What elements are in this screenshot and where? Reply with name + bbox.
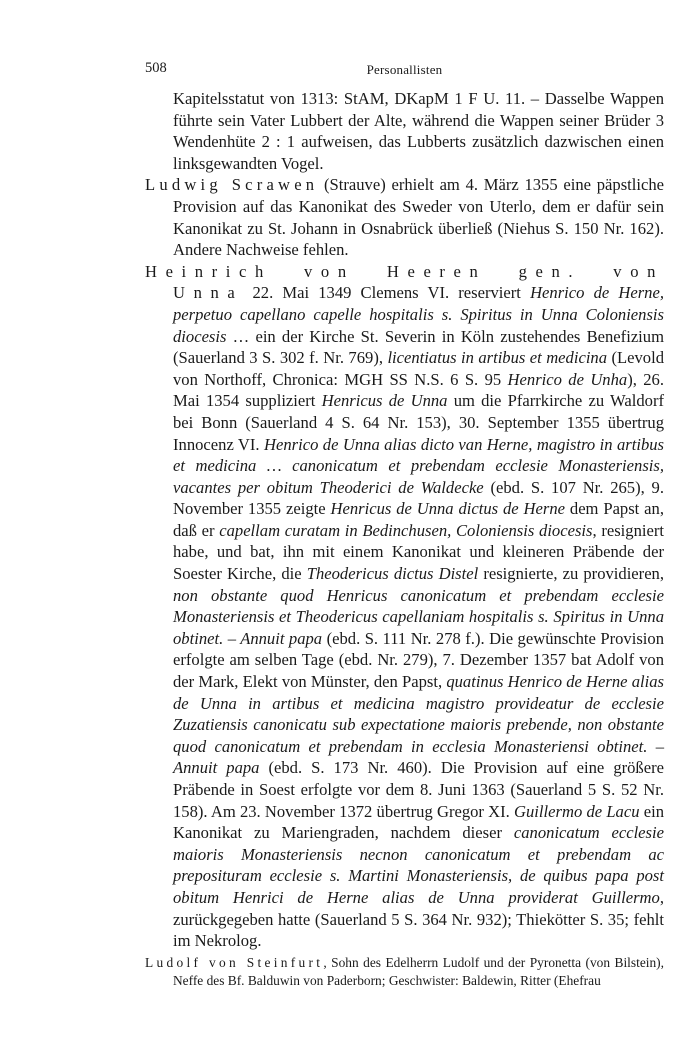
latin-quote: Henrico de Herne, perpetuo capellano capelle hospitalis s. Spiritus in Unna Coloniensis diocesis <box>173 283 664 346</box>
text-run: (Levold von Northoff, Chronica: MGH SS N.S. 6 S. 95 <box>173 348 664 389</box>
page-header <box>145 60 664 82</box>
latin-quote: Henricus de Unna dictus de Herne <box>330 499 566 519</box>
latin-quote: Theodericus dictus Distel <box>306 564 479 584</box>
latin-quote: non obstante quod Henricus canonicatum et prebendam ecclesie Monasteriensis et Theodericus capellaniam hospitalis s. Spiritus in Unna obtinet. – Annuit papa <box>173 585 664 648</box>
text-run: , Sohn des Edelherrn Ludolf und der Pyronetta (von Bilstein), Neffe des Bf. Balduwin von Paderborn; Geschwister: Baldewin, Ritter (Ehefrau <box>173 954 664 988</box>
entry-ludolf-von-steinfurt <box>145 954 664 990</box>
text-run: 22. Mai 1349 Clemens VI. reserviert <box>243 283 531 303</box>
latin-quote: quatinus Henrico de Herne alias de Unna in artibus et medicina magistro provideatur de ecclesie Zuzatiensis canonicatu sub expectatione maioris prebende, non obstante quod canonicatum et prebendam in ecclesia Monasteriensi obtinet. – Annuit papa <box>173 672 664 778</box>
latin-quote: canonicatum ecclesie maioris Monasteriensis necnon canonicatum et prebendam ac preposituram ecclesie s. Martini Monasteriensis, de quibus papa post obitum Henrici de Herne alias de Unna providerat Guillermo <box>173 823 664 907</box>
person-name: Ludolf von Steinfurt <box>145 954 324 970</box>
page-number: 508 <box>145 60 167 76</box>
text-run: , resigniert habe, und bat, ihn mit einem Kanonikat und kleineren Präbende der Soester Kirche, die <box>173 520 664 584</box>
person-name: Ludwig Scrawen <box>145 175 319 195</box>
text-run: (ebd. S. 173 Nr. 460). Die Provision auf eine größere Präbende in Soest erfolgte vor dem 8. Juni 1363 (Sauerland 5 S. 52 Nr. 158). Am 23. November 1372 übertrug Gregor XI. <box>173 758 664 821</box>
person-name: Heinrich von Heeren gen. von Unna <box>145 261 664 303</box>
text-run: (ebd. S. 107 Nr. 265), 9. November 1355 zeigte <box>173 477 665 519</box>
text-run: (ebd. S. 111 Nr. 278 f.). Die gewünschte Provision erfolgte am selben Tage (ebd. Nr. 279), 7. Dezember 1357 bat Adolf von der Mark, Elekt von Münster, den Papst, <box>173 628 664 692</box>
latin-quote: Henricus de Unna <box>321 391 448 411</box>
latin-quote: Henrico de Unna alias dicto van Herne, magistro in artibus et medicina … canonicatum et prebendam ecclesie Monasteriensis, vacantes per obitum Theoderici de Waldecke <box>173 434 664 497</box>
text-run: um die Pfarrkirche zu Waldorf bei Bonn (Sauerland 4 S. 64 Nr. 153), 30. September 1355 übertrug Innocenz VI. <box>173 391 665 454</box>
text-body <box>145 88 664 1003</box>
latin-quote: Guillermo de Lacu <box>514 801 640 821</box>
latin-quote: Henrico de Unha <box>507 369 628 389</box>
text-run: … ein der Kirche St. Severin in Köln zustehendes Benefizium (Sauerland 3 S. 302 f. Nr. 769), <box>173 326 664 368</box>
entry-heinrich-von-heeren <box>145 261 664 952</box>
text-run: (Strauve) erhielt am 4. März 1355 eine päpstliche Provision auf das Kanonikat des Sweder von Uterlo, dem er dafür sein Kanonikat zu St. Johann in Osnabrück überließ (Niehus S. 150 Nr. 162). Andere Nachweise fehlen. <box>173 175 665 260</box>
text-run: resignierte, zu providieren, <box>478 564 665 584</box>
latin-quote: capellam curatam in Bedinchusen, Coloniensis diocesis <box>219 520 593 540</box>
text-run: Kapitelsstatut von 1313: StAM, DKapM 1 F U. 11. – Dasselbe Wappen führte sein Vater Lubbert der Alte, während die Wappen seiner Brüder 3 Wendenhüte 2 : 1 aufweisen, das Lubberts zusätzlich dazwischen einen linksgewandten Vogel. <box>173 89 664 173</box>
text-run: dem Papst an, daß er <box>173 499 664 540</box>
text-run: , zurückgegeben hatte (Sauerland 5 S. 364 Nr. 932); Thiekötter S. 35; fehlt im Nekrolog. <box>173 887 664 951</box>
latin-quote: licentiatus in artibus et medicina <box>387 348 608 368</box>
running-title: Personallisten <box>366 62 443 77</box>
entry-continuation <box>145 88 664 174</box>
entry-ludwig-scrawen <box>145 174 664 260</box>
text-run: ein Kanonikat zu Mariengraden, nachdem dieser <box>173 801 664 843</box>
text-run: ), 26. Mai 1354 suppliziert <box>173 369 664 411</box>
